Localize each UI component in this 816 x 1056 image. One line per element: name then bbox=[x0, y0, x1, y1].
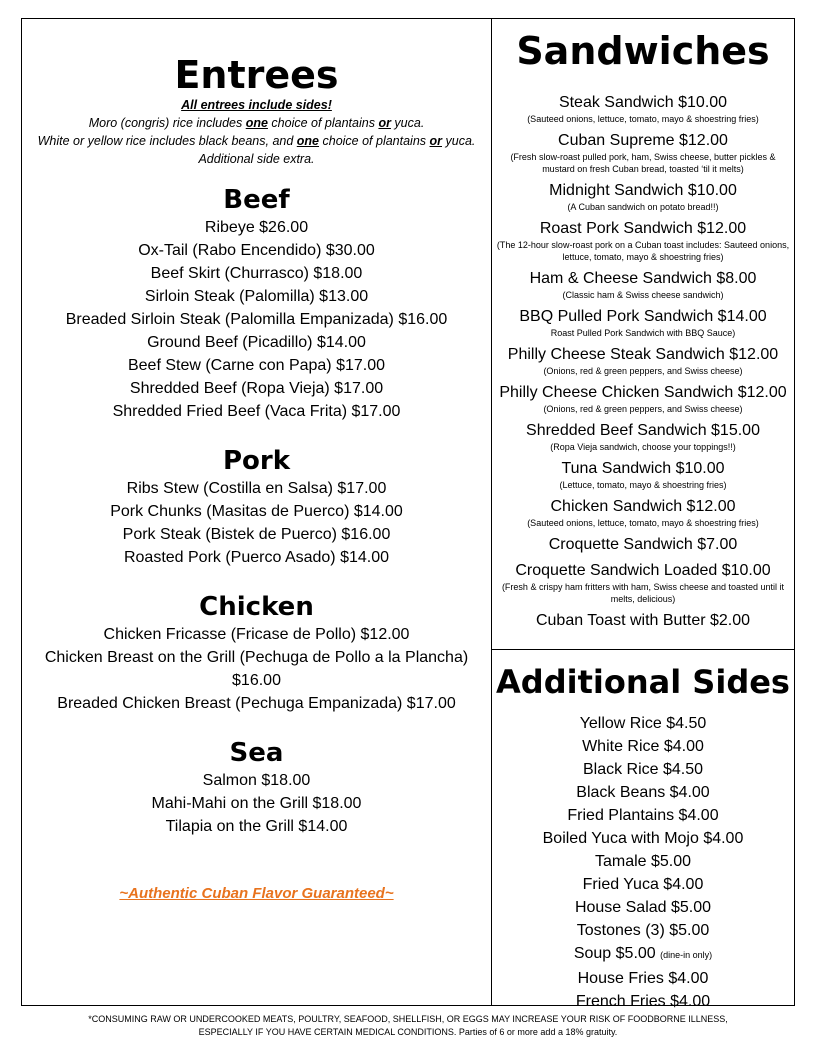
side-item: Tamale $5.00 bbox=[594, 853, 692, 870]
entrees-note-heading: All entrees include sides! bbox=[181, 98, 332, 112]
sandwich-desc: Roast Pulled Pork Sandwich with BBQ Sauce) bbox=[550, 328, 736, 338]
section-title-chicken: Chicken bbox=[199, 592, 314, 622]
sandwich-desc: (Fresh slow-roast pulled pork, ham, Swiss cheese, butter pickles & mustard on fresh Cuban bread, toasted ‘til it melts) bbox=[510, 152, 776, 174]
section-title-pork: Pork bbox=[222, 446, 291, 476]
sandwich-name: BBQ Pulled Pork Sandwich $14.00 bbox=[519, 308, 767, 325]
sandwich-desc: (Classic ham & Swiss cheese sandwich) bbox=[562, 290, 724, 300]
entrees-note-line-1: Moro (congris) rice includes one choice of plantains or yuca. bbox=[88, 116, 425, 130]
sandwich-desc: (Lettuce, tomato, mayo & shoestring fries) bbox=[559, 480, 727, 490]
sandwich-desc: (Sauteed onions, lettuce, tomato, mayo & shoestring fries) bbox=[527, 518, 759, 528]
footer-disclaimer bbox=[0, 1013, 816, 1039]
entrees-note-extra: Additional side extra. bbox=[198, 152, 315, 166]
sandwich-desc: (A Cuban sandwich on potato bread!!) bbox=[567, 202, 719, 212]
menu-item: Breaded Sirloin Steak (Palomilla Empanizada) $16.00 bbox=[65, 311, 448, 328]
side-item: Tostones (3) $5.00 bbox=[576, 922, 710, 939]
sandwich-name: Roast Pork Sandwich $12.00 bbox=[539, 220, 747, 237]
side-item: White Rice $4.00 bbox=[582, 738, 704, 755]
sandwich-desc: (Onions, red & green peppers, and Swiss cheese) bbox=[543, 404, 743, 414]
menu-item: Mahi-Mahi on the Grill $18.00 bbox=[151, 795, 362, 812]
sandwich-name: Philly Cheese Steak Sandwich $12.00 bbox=[507, 346, 779, 363]
side-item: Fried Yuca $4.00 bbox=[582, 876, 704, 893]
side-item-note: (dine-in only) bbox=[660, 950, 713, 960]
menu-item: Shredded Beef (Ropa Vieja) $17.00 bbox=[129, 380, 384, 397]
side-item: House Fries $4.00 bbox=[577, 970, 709, 987]
side-item bbox=[492, 942, 794, 967]
footer-line-2: ESPECIALLY IF YOU HAVE CERTAIN MEDICAL CONDITIONS. Parties of 6 or more add a 18% gratuity. bbox=[198, 1027, 618, 1037]
menu-item: Sirloin Steak (Palomilla) $13.00 bbox=[144, 288, 369, 305]
sandwich-name: Philly Cheese Chicken Sandwich $12.00 bbox=[499, 384, 787, 401]
sandwich-desc: (Sauteed onions, lettuce, tomato, mayo & shoestring fries) bbox=[527, 114, 759, 124]
menu-frame bbox=[21, 18, 795, 1010]
menu-item: Salmon $18.00 bbox=[202, 772, 311, 789]
side-item: House Salad $5.00 bbox=[574, 899, 712, 916]
menu-item: Shredded Fried Beef (Vaca Frita) $17.00 bbox=[112, 403, 401, 420]
menu-item: Tilapia on the Grill $14.00 bbox=[165, 818, 348, 835]
side-item: Yellow Rice $4.50 bbox=[579, 715, 707, 732]
sandwich-name: Cuban Toast with Butter $2.00 bbox=[535, 612, 751, 629]
sandwich-name: Steak Sandwich $10.00 bbox=[558, 94, 728, 111]
menu-item: Beef Skirt (Churrasco) $18.00 bbox=[150, 265, 363, 282]
section-title-beef: Beef bbox=[223, 185, 290, 215]
sandwich-desc: (The 12-hour slow-roast pork on a Cuban toast includes: Sauteed onions, lettuce, tomato, mayo & shoestring fries) bbox=[496, 240, 790, 262]
sandwich-name: Chicken Sandwich $12.00 bbox=[550, 498, 736, 515]
sandwich-name: Ham & Cheese Sandwich $8.00 bbox=[529, 270, 757, 287]
sandwich-name: Croquette Sandwich $7.00 bbox=[548, 536, 738, 553]
sandwiches-section bbox=[492, 19, 794, 650]
menu-item: Roasted Pork (Puerco Asado) $14.00 bbox=[123, 549, 390, 566]
menu-item: Ox-Tail (Rabo Encendido) $30.00 bbox=[138, 242, 375, 259]
section-title-sea: Sea bbox=[229, 738, 284, 768]
footer-line-1: *CONSUMING RAW OR UNDERCOOKED MEATS, POULTRY, SEAFOOD, SHELLFISH, OR EGGS MAY INCREASE YOUR RISK OF FOODBORNE ILLNESS, bbox=[88, 1014, 728, 1024]
sandwich-desc: (Ropa Vieja sandwich, choose your toppings!!) bbox=[550, 442, 736, 452]
menu-item: Chicken Breast on the Grill (Pechuga de Pollo a la Plancha) $16.00 bbox=[44, 649, 469, 689]
menu-item: Breaded Chicken Breast (Pechuga Empanizada) $17.00 bbox=[57, 695, 456, 712]
sandwich-name: Midnight Sandwich $10.00 bbox=[549, 182, 737, 199]
menu-item: Beef Stew (Carne con Papa) $17.00 bbox=[127, 357, 386, 374]
menu-item: Ground Beef (Picadillo) $14.00 bbox=[147, 334, 366, 351]
sandwich-desc: (Fresh & crispy ham fritters with ham, Swiss cheese and toasted until it melts, delicious) bbox=[501, 582, 785, 604]
menu-item: Chicken Fricasse (Fricase de Pollo) $12.00 bbox=[103, 626, 410, 643]
slogan: ~Authentic Cuban Flavor Guaranteed~ bbox=[119, 885, 394, 902]
entrees-note-line-2: White or yellow rice includes black beans, and one choice of plantains or yuca. bbox=[37, 134, 476, 148]
side-item: Fried Plantains $4.00 bbox=[567, 807, 719, 824]
side-item-name: Soup $5.00 bbox=[573, 945, 656, 962]
entrees-title: Entrees bbox=[174, 53, 339, 97]
side-item: Black Rice $4.50 bbox=[582, 761, 704, 778]
sides-section bbox=[492, 650, 794, 1013]
side-item: Black Beans $4.00 bbox=[576, 784, 710, 801]
sandwich-name: Shredded Beef Sandwich $15.00 bbox=[526, 422, 760, 439]
sandwich-name: Cuban Supreme $12.00 bbox=[558, 132, 728, 149]
entrees-column bbox=[22, 19, 492, 1005]
menu-item: Ribeye $26.00 bbox=[204, 219, 309, 236]
sandwich-name: Croquette Sandwich Loaded $10.00 bbox=[515, 562, 771, 579]
sandwich-desc: (Onions, red & green peppers, and Swiss cheese) bbox=[543, 366, 743, 376]
side-item: French Fries $4.00 bbox=[575, 993, 711, 1010]
menu-item: Ribs Stew (Costilla en Salsa) $17.00 bbox=[126, 480, 387, 497]
sandwiches-title: Sandwiches bbox=[516, 29, 770, 73]
right-column bbox=[492, 19, 794, 1010]
sandwich-name: Tuna Sandwich $10.00 bbox=[561, 460, 725, 477]
sides-title: Additional Sides bbox=[496, 663, 790, 701]
menu-item: Pork Chunks (Masitas de Puerco) $14.00 bbox=[110, 503, 403, 520]
menu-item: Pork Steak (Bistek de Puerco) $16.00 bbox=[122, 526, 391, 543]
side-item: Boiled Yuca with Mojo $4.00 bbox=[542, 830, 744, 847]
